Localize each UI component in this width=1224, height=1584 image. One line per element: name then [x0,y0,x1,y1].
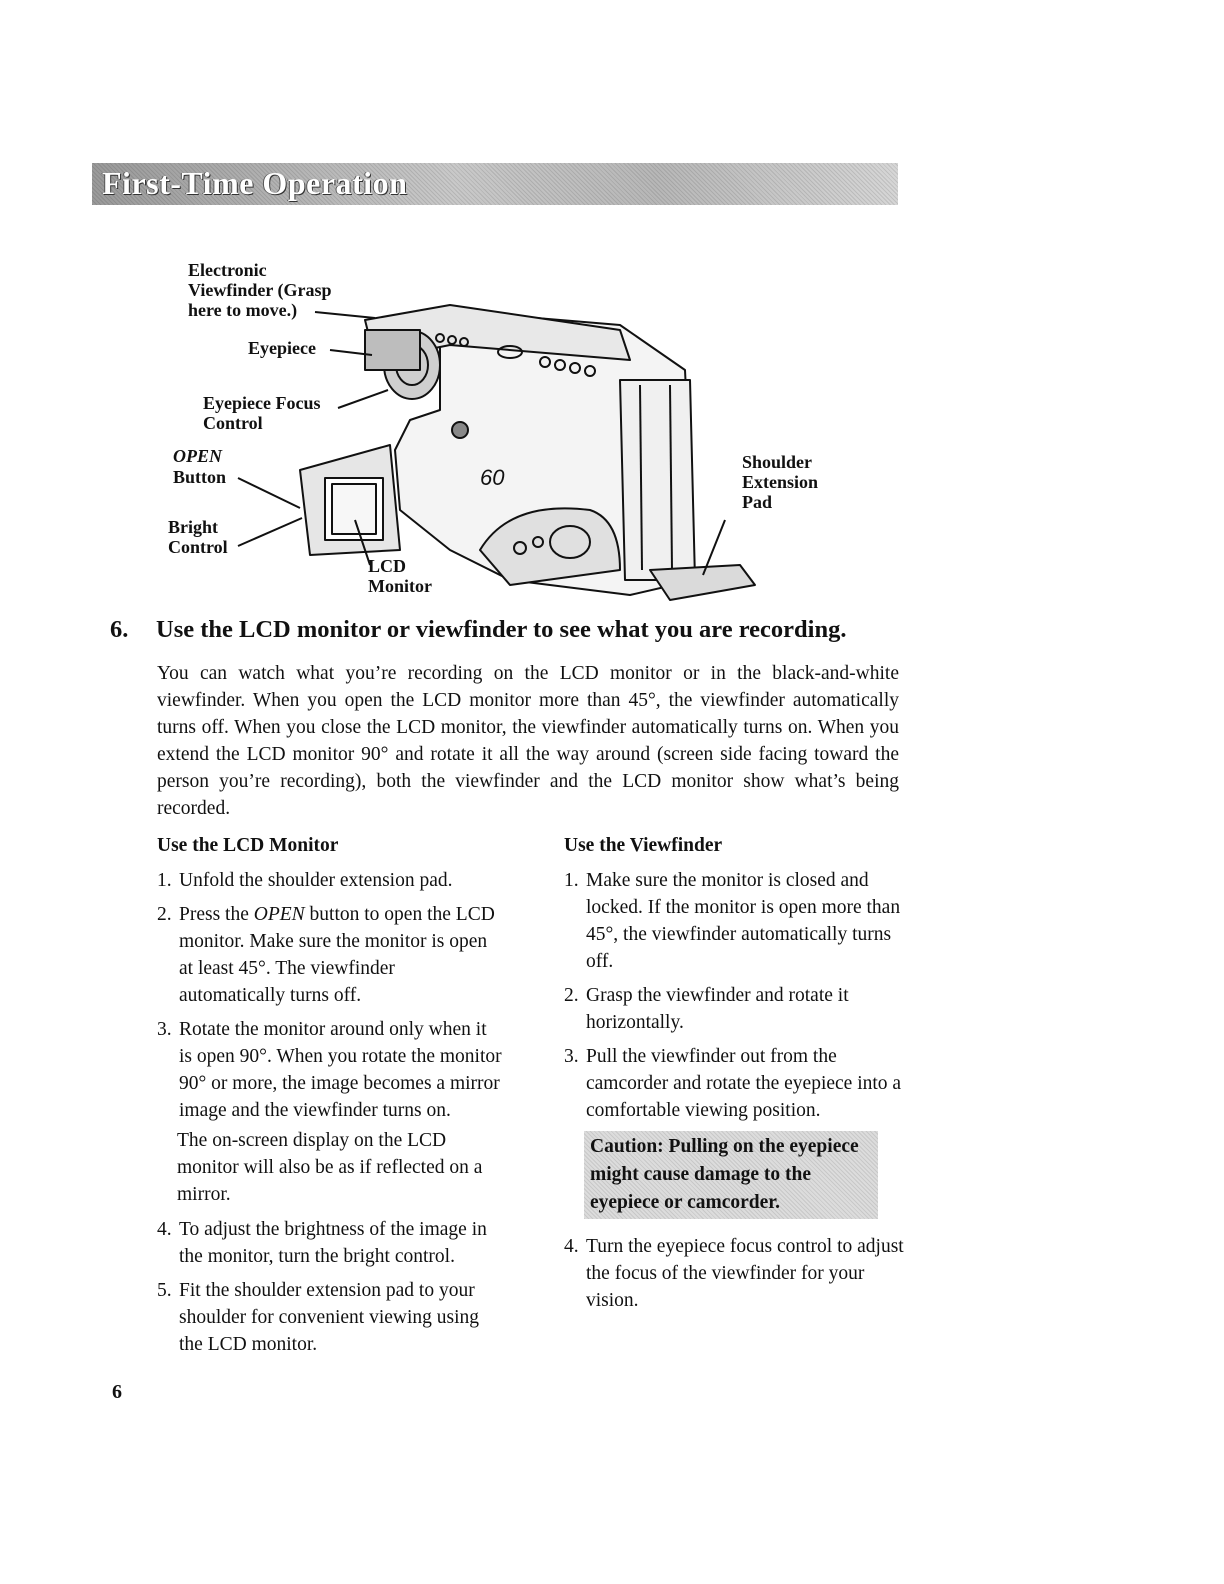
list-item: 2. Grasp the viewfinder and rotate it horizontally. [564,985,849,1033]
viewfinder-section [564,832,904,1321]
page-number: 6 [112,1381,122,1403]
svg-text:60: 60 [480,465,505,490]
eyepiece-label: Eyepiece [248,338,316,358]
shoulder-pad-label: Shoulder Extension Pad [742,452,819,512]
lcd-monitor-label: LCD Monitor [368,556,432,596]
list-item: 3. Rotate the monitor around only when it is open 90°. When you rotate the monitor 90° or more, the image becomes a mirror image and the viewfinder turns on. [157,1019,502,1121]
open-label: OPEN [173,446,222,466]
list-item: 4. To adjust the brightness of the image in the monitor, turn the bright control. [157,1219,487,1267]
section-banner [92,163,898,205]
open-keyword: OPEN [253,904,305,925]
list-item: 3. Pull the viewfinder out from the camcorder and rotate the eyepiece into a comfortable viewing position. [564,1046,902,1121]
step-number: 6. [110,616,129,643]
bright-control-label: Bright Control [168,517,228,557]
lcd-section-heading: Use the LCD Monitor [157,835,339,856]
section-title: First-Time Operation [102,165,408,201]
step-heading [110,614,910,646]
list-item: 1. Unfold the shoulder extension pad. [157,870,453,891]
list-item: 4. Turn the eyepiece focus control to adjust the focus of the viewfinder for your vision. [564,1236,904,1311]
vf-section-heading: Use the Viewfinder [564,835,723,856]
viewfinder-label: Electronic Viewfinder (Grasp here to move.) [188,260,332,320]
open-button-label: Button [173,467,227,487]
caution-box: Caution: Pulling on the eyepiece might cause damage to the eyepiece or camcorder. [584,1131,878,1219]
list-item: 2. Press the OPEN button to open the LCD monitor. Make sure the monitor is open at least 45°. The viewfinder automatically turns off. [157,904,495,1006]
list-item: 1. Make sure the monitor is closed and locked. If the monitor is open more than 45°, the viewfinder automatically turns off. [564,870,901,972]
lcd-note: The on-screen display on the LCD monitor will also be as if reflected on a mirror. [177,1130,483,1205]
eyepiece-focus-label: Eyepiece Focus Control [203,393,321,433]
intro-paragraph: You can watch what you’re recording on the LCD monitor or in the black-and-white viewfinder. When you open the LCD monitor more than 45°, the viewfinder automatically turns off. When you close the LCD monitor, the viewfinder automatically turns on. When you extend the LCD monitor 90° and rotate it all the way around (screen side facing toward the person you’re recording), both the viewfinder and the LCD monitor show what’s being recorded. [157,663,899,819]
camcorder-diagram [150,250,850,610]
list-item: 5. Fit the shoulder extension pad to your shoulder for convenient viewing using the LCD monitor. [157,1280,480,1355]
lcd-monitor-section [157,832,502,1365]
step-title: Use the LCD monitor or viewfinder to see what you are recording. [156,616,847,643]
